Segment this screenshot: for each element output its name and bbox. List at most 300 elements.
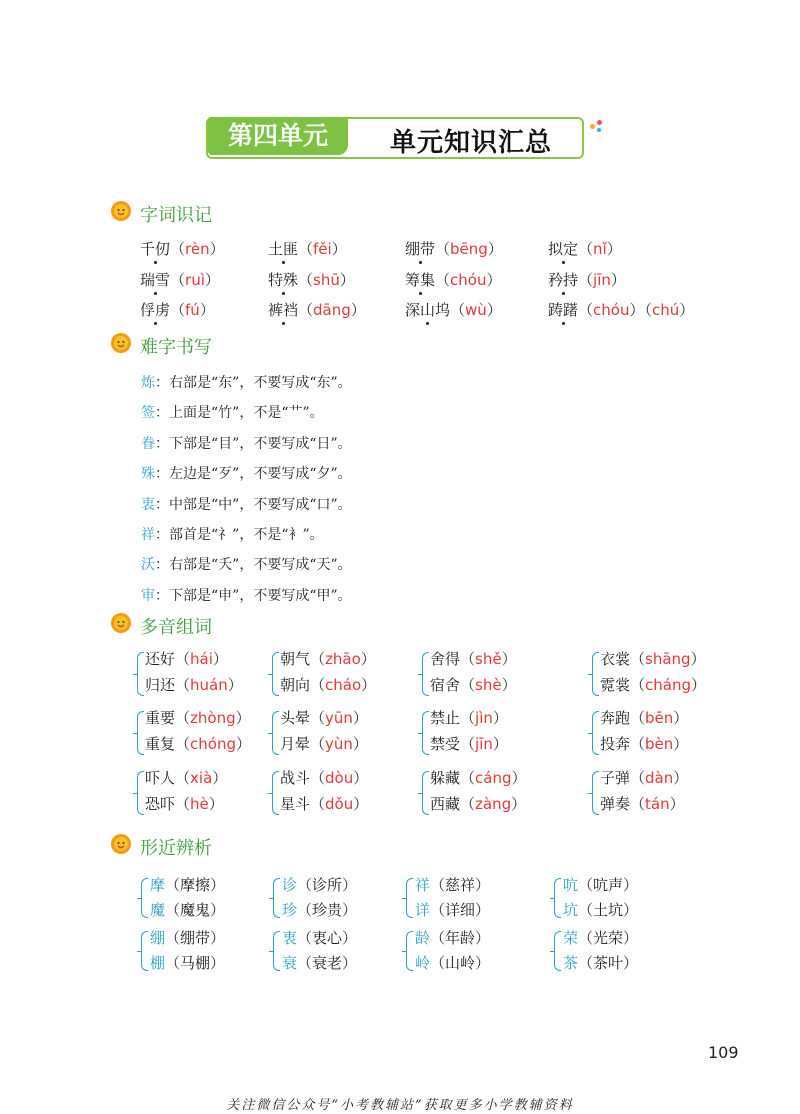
pinyin: fěi xyxy=(313,240,332,258)
paren-close: ） xyxy=(353,769,369,787)
target-char: 衷 xyxy=(141,496,155,513)
example-word: 吭声 xyxy=(593,876,624,894)
polyphone-item xyxy=(280,648,376,669)
paren-close: ） xyxy=(212,769,228,787)
pinyin: cháng xyxy=(645,676,692,694)
similar-char: 坑 xyxy=(563,901,579,919)
polyphone-item xyxy=(145,674,243,695)
writing-rule: ：下部是“申”，不要写成“甲”。 xyxy=(155,587,352,604)
paren-close: ） xyxy=(210,901,226,919)
brace-icon xyxy=(554,931,561,971)
paren-open: （ xyxy=(175,735,191,753)
polyphone-item xyxy=(430,733,508,754)
paren-close: ） xyxy=(623,876,639,894)
polyphone-word: 投奔 xyxy=(600,735,631,753)
writing-line xyxy=(141,463,352,483)
pinyin: cháo xyxy=(325,676,362,694)
paren-open: （ xyxy=(435,271,451,289)
example-word: 慈祥 xyxy=(445,876,476,894)
paren-close: ） xyxy=(492,735,508,753)
paren-open: （ xyxy=(175,676,191,694)
similar-item xyxy=(415,874,490,895)
paren-close: ） xyxy=(475,954,491,972)
similar-item xyxy=(282,899,357,920)
brace-icon xyxy=(141,931,148,971)
writing-rule: ：部首是“礻”，不是“衤”。 xyxy=(155,527,324,543)
paren-close: ） xyxy=(209,240,225,258)
writing-line xyxy=(141,585,352,605)
pinyin: chóu xyxy=(593,301,630,319)
writing-line xyxy=(141,402,324,422)
similar-item xyxy=(415,899,490,920)
paren-open: （ xyxy=(310,676,326,694)
paren-close: ） xyxy=(487,240,503,258)
paren-open: （ xyxy=(630,795,646,813)
paren-open: （ xyxy=(297,929,313,947)
paren-open: （ xyxy=(450,301,466,319)
paren-close: ） xyxy=(204,271,220,289)
paren-open: （ xyxy=(310,769,326,787)
pinyin: shāng xyxy=(645,650,691,668)
similar-item xyxy=(563,899,638,920)
paren-close: ） xyxy=(352,709,368,727)
similar-item xyxy=(150,899,225,920)
polyphone-item xyxy=(430,648,517,669)
paren-open: （ xyxy=(435,240,451,258)
polyphone-item xyxy=(145,793,224,814)
pinyin: yùn xyxy=(325,735,353,753)
pinyin: nǐ xyxy=(593,240,607,258)
pinyin: chóu xyxy=(450,271,487,289)
brace-icon xyxy=(272,711,279,755)
paren-close: ） xyxy=(227,676,243,694)
polyphone-item xyxy=(280,733,368,754)
polyphone-item xyxy=(430,674,517,695)
polyphone-word: 霓裳 xyxy=(600,676,631,694)
vocab-item xyxy=(140,269,220,290)
example-word: 土坑 xyxy=(593,901,624,919)
paren-close: ） xyxy=(475,929,491,947)
vocab-word: 俘虏 xyxy=(140,301,171,319)
writing-rule: ：上面是“竹”，不是“艹”。 xyxy=(155,405,324,422)
pinyin: zàng xyxy=(475,795,512,813)
pinyin: ruì xyxy=(185,271,205,289)
paren-close: ） xyxy=(475,876,491,894)
similar-item xyxy=(415,927,490,948)
target-char: 眷 xyxy=(141,435,155,452)
polyphone-word: 弹奏 xyxy=(600,795,631,813)
vocab-item xyxy=(548,269,626,290)
brace-icon xyxy=(137,652,144,696)
polyphone-item xyxy=(280,793,368,814)
paren-close: ） xyxy=(212,650,228,668)
polyphone-word: 躲藏 xyxy=(430,769,461,787)
paren-open: （ xyxy=(630,709,646,727)
similar-item xyxy=(563,874,638,895)
pinyin: bēn xyxy=(645,709,674,727)
paren-open: （ xyxy=(578,901,594,919)
vocab-word: 特殊 xyxy=(268,271,299,289)
polyphone-item xyxy=(600,707,688,728)
paren-open: （ xyxy=(630,735,646,753)
paren-open: （ xyxy=(298,271,314,289)
sun-icon xyxy=(110,332,132,354)
paren-open: （ xyxy=(630,676,646,694)
writing-rule: ：右部是“东”，不要写成“东”。 xyxy=(155,375,352,391)
polyphone-item xyxy=(600,767,688,788)
similar-char: 珍 xyxy=(282,901,298,919)
paren-close: ） xyxy=(690,650,706,668)
similar-item xyxy=(150,927,225,948)
paren-close: ） xyxy=(342,929,358,947)
paren-close: ） xyxy=(492,709,508,727)
pinyin: fú xyxy=(185,301,200,319)
paren-open: （ xyxy=(430,876,446,894)
target-char: 沃 xyxy=(141,557,155,574)
paren-open: （ xyxy=(460,769,476,787)
paren-open: （ xyxy=(298,301,314,319)
vocab-item xyxy=(405,299,502,320)
similar-char: 岭 xyxy=(415,954,431,972)
vocab-word: 瑞雪 xyxy=(140,271,171,289)
paren-open: （ xyxy=(310,650,326,668)
pinyin: shè xyxy=(475,676,502,694)
paren-close: ） xyxy=(669,795,685,813)
similar-char: 吭 xyxy=(563,876,579,894)
writing-line xyxy=(141,494,352,514)
example-word: 魔鬼 xyxy=(180,901,211,919)
example-word: 珍贵 xyxy=(312,901,343,919)
polyphone-word: 还好 xyxy=(145,650,176,668)
similar-char: 荣 xyxy=(563,929,579,947)
pinyin: chóng xyxy=(190,735,236,753)
unit-tag: 第四单元 xyxy=(208,117,348,155)
footer-note: 关注微信公众号“小考教辅站”获取更多小学教辅资料 xyxy=(226,1098,574,1113)
paren-open: （ xyxy=(298,240,314,258)
polyphone-word: 归还 xyxy=(145,676,176,694)
polyphone-item xyxy=(145,707,251,728)
writing-rule: ：下部是“目”，不要写成“日”。 xyxy=(155,435,352,452)
brace-icon xyxy=(592,771,599,815)
pinyin: yūn xyxy=(325,709,353,727)
example-word: 光荣 xyxy=(593,929,624,947)
paren-close: ） xyxy=(610,271,626,289)
pinyin: dāng xyxy=(313,301,351,319)
paren-open: （ xyxy=(460,676,476,694)
paren-close: ） xyxy=(342,876,358,894)
pinyin: tán xyxy=(645,795,670,813)
polyphone-word: 朝气 xyxy=(280,650,311,668)
paren-close: ） xyxy=(606,240,622,258)
similar-char: 棚 xyxy=(150,954,166,972)
paren-open: （ xyxy=(170,271,186,289)
paren-open: （ xyxy=(165,954,181,972)
target-char: 祥 xyxy=(141,527,155,543)
similar-char: 诊 xyxy=(282,876,298,894)
writing-line xyxy=(141,372,352,392)
pinyin: shě xyxy=(475,650,502,668)
vocab-word: 土匪 xyxy=(268,240,299,258)
paren-open: （ xyxy=(297,876,313,894)
vocab-item xyxy=(140,238,225,259)
pinyin: zhòng xyxy=(190,709,236,727)
example-word: 山岭 xyxy=(445,954,476,972)
paren-open: （ xyxy=(578,271,594,289)
similar-char: 龄 xyxy=(415,929,431,947)
pinyin: jīn xyxy=(593,271,611,289)
paren-open: （ xyxy=(630,769,646,787)
polyphone-item xyxy=(600,793,685,814)
brace-icon xyxy=(137,771,144,815)
polyphone-item xyxy=(145,648,228,669)
vocab-item xyxy=(268,299,366,320)
vocab-word: 深山坞 xyxy=(405,301,451,319)
paren-open: （ xyxy=(310,709,326,727)
similar-item xyxy=(563,927,638,948)
polyphone-word: 吓人 xyxy=(145,769,176,787)
paren-open: （ xyxy=(430,901,446,919)
polyphone-item xyxy=(600,648,706,669)
paren-close: ） xyxy=(623,954,639,972)
paren-open: （ xyxy=(430,929,446,947)
pinyin: cáng xyxy=(475,769,512,787)
paren-open: （ xyxy=(578,301,594,319)
paren-close: ） xyxy=(629,301,645,319)
similar-item xyxy=(282,927,357,948)
example-word: 诊所 xyxy=(312,876,343,894)
polyphone-word: 朝向 xyxy=(280,676,311,694)
vocab-item xyxy=(405,269,502,290)
example-word: 绷带 xyxy=(180,929,211,947)
polyphone-word: 战斗 xyxy=(280,769,311,787)
paren-close: ） xyxy=(352,735,368,753)
vocab-item xyxy=(140,299,215,320)
polyphone-word: 星斗 xyxy=(280,795,311,813)
similar-item xyxy=(282,874,357,895)
vocab-item xyxy=(405,238,503,259)
paren-open: （ xyxy=(165,901,181,919)
pinyin: dǒu xyxy=(325,795,354,813)
polyphone-item xyxy=(145,767,227,788)
brace-icon xyxy=(272,652,279,696)
paren-close: ） xyxy=(623,929,639,947)
paren-close: ） xyxy=(199,301,215,319)
polyphone-word: 重要 xyxy=(145,709,176,727)
paren-close: ） xyxy=(208,795,224,813)
paren-open: （ xyxy=(460,709,476,727)
brace-icon xyxy=(592,711,599,755)
similar-char: 衰 xyxy=(282,954,298,972)
paren-close: ） xyxy=(342,954,358,972)
brace-icon xyxy=(137,711,144,755)
pinyin: jīn xyxy=(475,735,493,753)
paren-open: （ xyxy=(310,735,326,753)
paren-open: （ xyxy=(578,240,594,258)
paren-close: ） xyxy=(486,271,502,289)
polyphone-word: 禁止 xyxy=(430,709,461,727)
brace-icon xyxy=(406,878,413,918)
paren-close: ） xyxy=(623,901,639,919)
paren-close: ） xyxy=(501,650,517,668)
paren-close: ） xyxy=(511,795,527,813)
polyphone-item xyxy=(145,733,251,754)
polyphone-word: 宿舍 xyxy=(430,676,461,694)
polyphone-item xyxy=(600,674,706,695)
paren-close: ） xyxy=(360,650,376,668)
example-word: 年龄 xyxy=(445,929,476,947)
vocab-word: 筹集 xyxy=(405,271,436,289)
brace-icon xyxy=(422,771,429,815)
similar-item xyxy=(150,874,225,895)
sun-icon xyxy=(110,833,132,855)
pinyin: huán xyxy=(190,676,228,694)
paren-open: （ xyxy=(175,709,191,727)
paren-close: ） xyxy=(339,271,355,289)
example-word: 衰老 xyxy=(312,954,343,972)
paren-open: （ xyxy=(170,240,186,258)
writing-line xyxy=(141,554,352,574)
polyphone-item xyxy=(280,767,368,788)
vocab-item xyxy=(268,238,347,259)
paren-open: （ xyxy=(297,954,313,972)
similar-char: 茶 xyxy=(563,954,579,972)
pinyin: wù xyxy=(465,301,487,319)
pinyin: hái xyxy=(190,650,213,668)
paren-close: ） xyxy=(210,876,226,894)
paren-close: ） xyxy=(350,301,366,319)
writing-rule: ：左边是“歹”，不要写成“夕”。 xyxy=(155,466,352,483)
paren-open: （ xyxy=(460,735,476,753)
brace-icon xyxy=(273,878,280,918)
paren-close: ） xyxy=(673,735,689,753)
polyphone-word: 月晕 xyxy=(280,735,311,753)
similar-char: 绷 xyxy=(150,929,166,947)
brace-icon xyxy=(272,771,279,815)
vocab-word: 矜持 xyxy=(548,271,579,289)
brace-icon xyxy=(273,931,280,971)
similar-char: 衷 xyxy=(282,929,298,947)
paren-close: ） xyxy=(486,301,502,319)
paren-close: ） xyxy=(673,769,689,787)
polyphone-word: 恐吓 xyxy=(145,795,176,813)
sun-icon xyxy=(110,200,132,222)
vocab-item xyxy=(548,238,622,259)
writing-rule: ：右部是“夭”，不要写成“天”。 xyxy=(155,557,352,574)
writing-rule: ：中部是“中”，不要写成“口”。 xyxy=(155,496,352,513)
paren-open: （ xyxy=(310,795,326,813)
pinyin: hè xyxy=(190,795,209,813)
paren-open: （ xyxy=(430,954,446,972)
polyphone-word: 衣裳 xyxy=(600,650,631,668)
brace-icon xyxy=(592,652,599,696)
target-char: 炼 xyxy=(141,375,155,391)
paren-open: （ xyxy=(165,876,181,894)
polyphone-item xyxy=(430,793,526,814)
similar-char: 详 xyxy=(415,901,431,919)
example-word: 衷心 xyxy=(312,929,343,947)
paren-open: （ xyxy=(460,650,476,668)
vocab-word: 千仞 xyxy=(140,240,171,258)
target-char: 审 xyxy=(141,587,155,604)
polyphone-word: 头晕 xyxy=(280,709,311,727)
paren-close: ） xyxy=(353,795,369,813)
writing-line xyxy=(141,433,352,453)
paren-open: （ xyxy=(630,650,646,668)
polyphone-word: 重复 xyxy=(145,735,176,753)
paren-close: ） xyxy=(236,735,252,753)
pinyin: jìn xyxy=(475,709,493,727)
pinyin: rèn xyxy=(185,240,210,258)
pinyin: zhāo xyxy=(325,650,361,668)
pinyin: bèn xyxy=(645,735,674,753)
paren-close: ） xyxy=(235,709,251,727)
example-word: 马棚 xyxy=(180,954,211,972)
brace-icon xyxy=(406,931,413,971)
similar-item xyxy=(563,952,638,973)
example-word: 摩擦 xyxy=(180,876,211,894)
paren-close: ） xyxy=(342,901,358,919)
page-number: 109 xyxy=(708,1043,739,1062)
paren-close: ） xyxy=(210,929,226,947)
target-char: 签 xyxy=(141,405,155,422)
polyphone-word: 子弹 xyxy=(600,769,631,787)
polyphone-word: 奔跑 xyxy=(600,709,631,727)
paren-open: （ xyxy=(175,795,191,813)
similar-item xyxy=(415,952,490,973)
similar-item xyxy=(282,952,357,973)
vocab-word: 裤裆 xyxy=(268,301,299,319)
vocab-item xyxy=(268,269,355,290)
paren-open: （ xyxy=(175,769,191,787)
page-title: 单元知识汇总 xyxy=(390,128,553,158)
paren-open: （ xyxy=(578,929,594,947)
similar-item xyxy=(150,952,225,973)
brace-icon xyxy=(422,711,429,755)
example-word: 茶叶 xyxy=(593,954,624,972)
paren-close: ） xyxy=(361,676,377,694)
paren-open: （ xyxy=(170,301,186,319)
example-word: 详细 xyxy=(445,901,476,919)
polyphone-word: 禁受 xyxy=(430,735,461,753)
brace-icon xyxy=(422,652,429,696)
polyphone-item xyxy=(430,767,527,788)
vocab-word: 绷带 xyxy=(405,240,436,258)
paren-open: （ xyxy=(644,301,653,319)
sun-icon xyxy=(110,612,132,634)
brace-icon xyxy=(141,878,148,918)
similar-char: 摩 xyxy=(150,876,166,894)
similar-char: 魔 xyxy=(150,901,166,919)
pinyin: dòu xyxy=(325,769,354,787)
paren-close: ） xyxy=(501,676,517,694)
polyphone-item xyxy=(280,674,376,695)
paren-close: ） xyxy=(210,954,226,972)
paren-open: （ xyxy=(175,650,191,668)
paren-open: （ xyxy=(578,954,594,972)
pinyin: shū xyxy=(313,271,340,289)
brace-icon xyxy=(554,878,561,918)
paren-open: （ xyxy=(578,876,594,894)
paren-open: （ xyxy=(297,901,313,919)
polyphone-word: 西藏 xyxy=(430,795,461,813)
paren-close: ） xyxy=(679,301,695,319)
pinyin: dàn xyxy=(645,769,674,787)
polyphone-item xyxy=(430,707,508,728)
paren-close: ） xyxy=(511,769,527,787)
pinyin: xià xyxy=(190,769,213,787)
pinyin: bēng xyxy=(450,240,488,258)
polyphone-item xyxy=(600,733,688,754)
